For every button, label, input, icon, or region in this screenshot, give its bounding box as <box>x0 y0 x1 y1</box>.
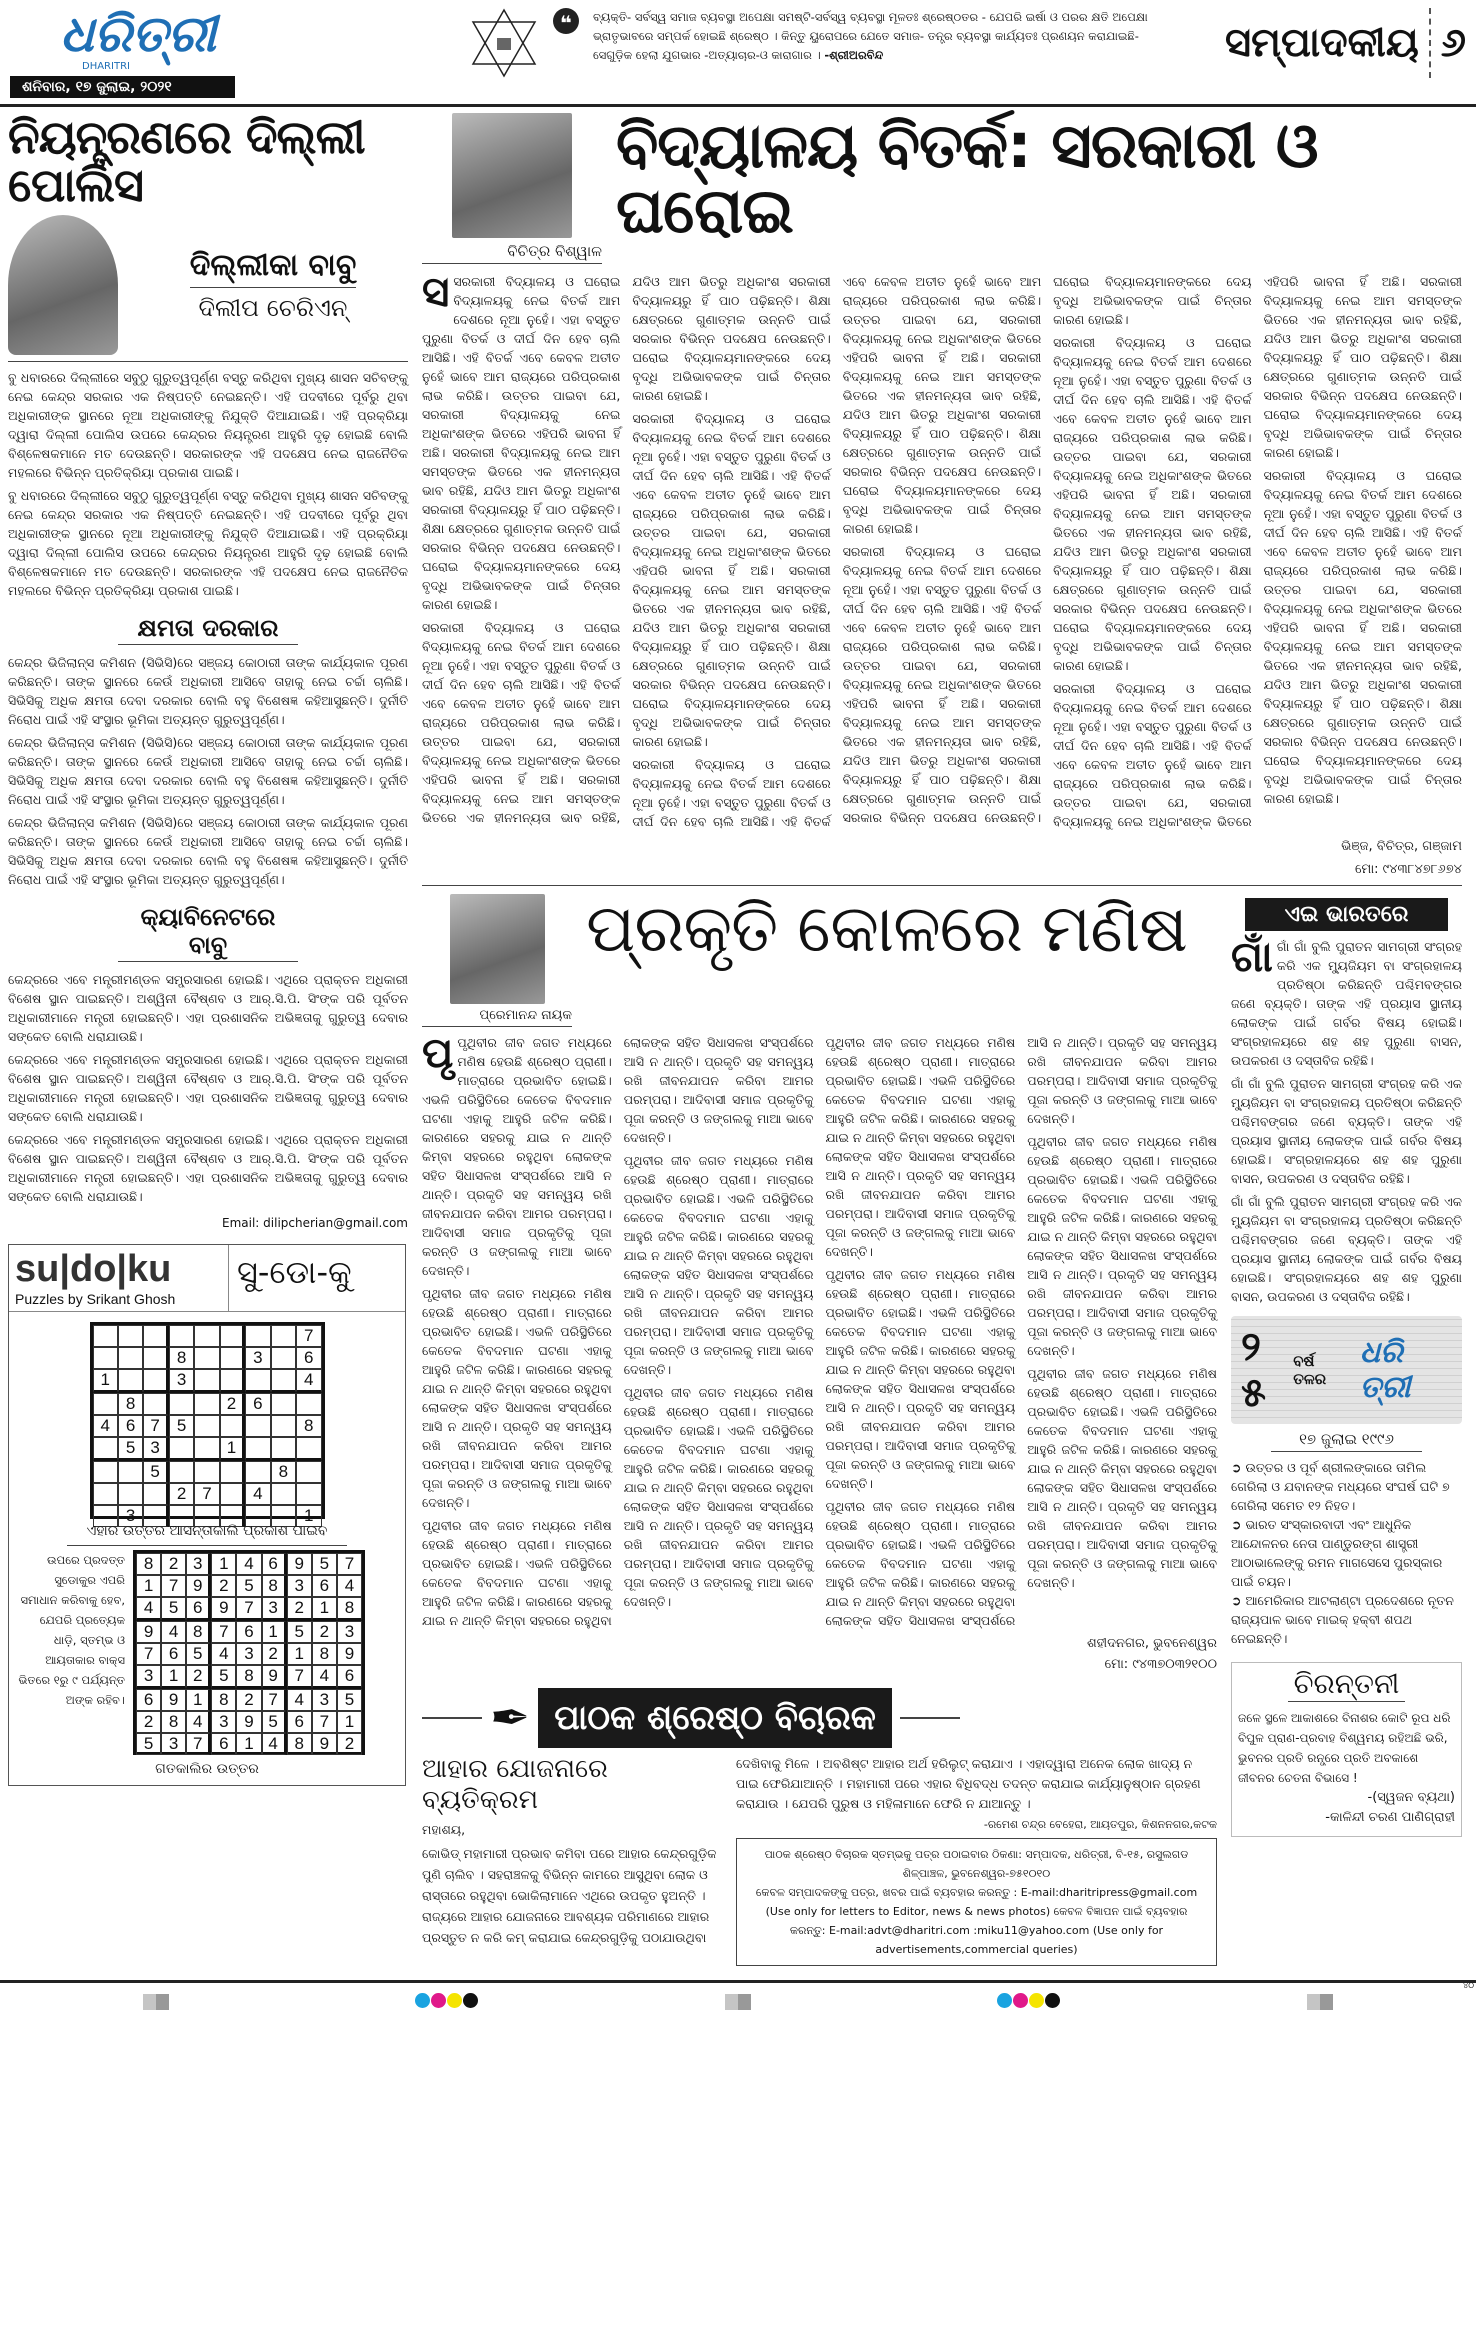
sudoku-cell: 8 <box>169 1347 194 1369</box>
sudoku-cell: 1 <box>211 1553 236 1575</box>
sudoku-cell: 5 <box>143 1461 168 1483</box>
sudoku-cell: 4 <box>312 1665 337 1689</box>
sudoku-cell <box>118 1347 143 1369</box>
sudoku-cell <box>245 1325 270 1347</box>
sudoku-cell <box>169 1437 194 1461</box>
sudoku-cell <box>194 1437 219 1461</box>
sudoku-cell: 6 <box>186 1597 211 1621</box>
sudoku-cell: 9 <box>236 1711 261 1733</box>
left-body-2: କେନ୍ଦ୍ର ଭିଜିଲାନ୍ସ କମିଶନ (ସିଭିସି)ରେ ସଞ୍ଜୟ କୋଠାରୀ ତାଙ୍କ କାର୍ଯ୍ୟକାଳ ପୂରଣ କରିଛନ୍ତି। ତାଙ୍କ ସ୍ଥାନରେ କେଉଁ ଅଧିକାରୀ ଆସିବେ ତାହାକୁ ନେଇ ଚର୍ଚ୍ଚା ଚାଲିଛି। ସିଭିସିକୁ ଅଧିକ କ୍ଷମତା ଦେବା ଦରକାର ବୋଲି ବହୁ ବିଶେଷଜ୍ଞ କହିଆସୁଛନ୍ତି। ଦୁର୍ନୀତି ନିରୋଧ ପାଇଁ ଏହି ସଂସ୍ଥାର ଭୂମିକା ଅତ୍ୟନ୍ତ ଗୁରୁତ୍ୱପୂର୍ଣ୍ଣ। କେନ୍ଦ୍ର ଭିଜିଲାନ୍ସ କମିଶନ (ସିଭିସି)ରେ ସଞ୍ଜୟ କୋଠାରୀ ତାଙ୍କ କାର୍ଯ୍ୟକାଳ ପୂରଣ କରିଛନ୍ତି। ତାଙ୍କ ସ୍ଥାନରେ କେଉଁ ଅଧିକାରୀ ଆସିବେ ତାହାକୁ ନେଇ ଚର୍ଚ୍ଚା ଚାଲିଛି। ସିଭିସିକୁ ଅଧିକ କ୍ଷମତା ଦେବା ଦରକାର ବୋଲି ବହୁ ବିଶେଷଜ୍ଞ କହିଆସୁଛନ୍ତି। ଦୁର୍ନୀତି ନିରୋଧ ପାଇଁ ଏହି ସଂସ୍ଥାର ଭୂମିକା ଅତ୍ୟନ୍ତ ଗୁରୁତ୍ୱପୂର୍ଣ୍ଣ। କେନ୍ଦ୍ର ଭିଜିଲାନ୍ସ କମିଶନ (ସିଭିସି)ରେ ସଞ୍ଜୟ କୋଠାରୀ ତାଙ୍କ କାର୍ଯ୍ୟକାଳ ପୂରଣ କରିଛନ୍ତି। ତାଙ୍କ ସ୍ଥାନରେ କେଉଁ ଅଧିକାରୀ ଆସିବେ ତାହାକୁ ନେଇ ଚର୍ଚ୍ଚା ଚାଲିଛି। ସିଭିସିକୁ ଅଧିକ କ୍ଷମତା ଦେବା ଦରକାର ବୋଲି ବହୁ ବିଶେଷଜ୍ଞ କହିଆସୁଛନ୍ତି। ଦୁର୍ନୀତି ନିରୋଧ ପାଇଁ ଏହି ସଂସ୍ଥାର ଭୂମିକା ଅତ୍ୟନ୍ତ ଗୁରୁତ୍ୱପୂର୍ଣ୍ଣ। <box>8 655 408 888</box>
letter-body-1: କୋଭିଡ୍ ମହାମାରୀ ପ୍ରଭାବ କମିବା ପରେ ଆହାର କେନ୍ଦ୍ରଗୁଡ଼ିକ ପୁଣି ଚାଲିବ । ସହରାଞ୍ଚଳକୁ ବିଭିନ୍ନ କାମରେ ଆସୁଥିବା ଲୋକ ଓ ରାସ୍ତାରେ ରହୁଥିବା ଭୋକିଲାମାନେ ଏଥିରେ ଉପକୃତ ହୁଅନ୍ତି । ରାଜ୍ୟରେ ଆହାର ଯୋଜନାରେ ଆବଶ୍ୟକ ପରିମାଣରେ ଆହାର ପ୍ରସ୍ତୁତ ନ କରି କମ୍ କରାଯାଇ କେନ୍ଦ୍ରଗୁଡ଼ିକୁ ପଠାଯାଉଥିବା <box>422 1845 717 1945</box>
sudoku-cell <box>118 1483 143 1505</box>
sudoku-cell <box>194 1415 219 1437</box>
sudoku-cell: 3 <box>211 1711 236 1733</box>
sudoku-cell <box>296 1437 321 1461</box>
sudoku-cell: 2 <box>312 1621 337 1643</box>
divider <box>1429 8 1431 78</box>
sudoku-cell: 1 <box>296 1505 321 1527</box>
sudoku-title: su|do|ku <box>15 1248 172 1291</box>
sudoku-cell: 3 <box>337 1621 362 1643</box>
archive-banner: ୨୫ ବର୍ଷ ତଳର ଧରିତ୍ରୀ <box>1231 1316 1462 1424</box>
sidebar-title: ଏଇ ଭାରତରେ <box>1245 898 1448 931</box>
sudoku-instructions: ଉପରେ ପ୍ରଦତ୍ତ ସୁଡୋକୁର ଏପରି ସମାଧାନ କରିବାକୁ ହେବ, ଯେପରି ପ୍ରତ୍ୟେକ ଧାଡ଼ି, ସ୍ତମ୍ଭ ଓ ଆୟତାକାର ବାକ୍ସ ଭିତରେ ୧ରୁ ୯ ପର୍ଯ୍ୟନ୍ତ ଅଙ୍କ ରହିବ। <box>18 1552 125 1707</box>
quote-icon: ❝ <box>553 8 579 34</box>
sudoku-cell: 7 <box>211 1621 236 1643</box>
letter-title: ଆହାର ଯୋଜନାରେ ବ୍ୟତିକ୍ରମ <box>422 1753 608 1815</box>
sudoku-cell <box>271 1369 296 1393</box>
sudoku-puzzle-grid <box>90 1322 325 1525</box>
sudoku-cell: 6 <box>161 1643 186 1665</box>
sudoku-cell <box>118 1325 143 1347</box>
cmyk-color-marks <box>997 1993 1061 2012</box>
sudoku-cell: 8 <box>161 1711 186 1733</box>
sudoku-cell: 2 <box>186 1665 211 1689</box>
sudoku-cell: 4 <box>262 1733 287 1755</box>
sidebar <box>1231 894 1462 1966</box>
sudoku-cell: 1 <box>312 1597 337 1621</box>
sudoku-cell: 5 <box>118 1437 143 1461</box>
sudoku-cell: 5 <box>211 1665 236 1689</box>
letter-salutation: ମହାଶୟ, <box>422 1821 466 1837</box>
sudoku-cell: 6 <box>296 1347 321 1369</box>
sudoku-cell: 6 <box>312 1575 337 1597</box>
sudoku-cell: 3 <box>312 1689 337 1711</box>
sudoku-cell <box>296 1461 321 1483</box>
sudoku-cell: 5 <box>169 1415 194 1437</box>
column-name: ଦିଲ୍ଲୀକା ବାବୁ <box>190 248 357 288</box>
sudoku-cell <box>143 1325 168 1347</box>
sudoku-cell: 6 <box>236 1621 261 1643</box>
letters-banner: ପାଠକ ଶ୍ରେଷ୍ଠ ବିଚାରକ <box>538 1688 892 1748</box>
sudoku-cell: 1 <box>161 1665 186 1689</box>
registration-mark <box>1307 1994 1333 2010</box>
sudoku-cell: 6 <box>262 1553 287 1575</box>
sudoku-cell: 8 <box>118 1393 143 1415</box>
sudoku-cell <box>194 1393 219 1415</box>
author-email: Email: dilipcherian@gmail.com <box>222 1216 408 1231</box>
sudoku-cell: 7 <box>287 1665 312 1689</box>
lead-phone: ମୋ: ୯୪୩୮୪୭୮୬୭୪ <box>1354 861 1462 877</box>
sudoku-cell <box>194 1461 219 1483</box>
sudoku-cell: 6 <box>245 1393 270 1415</box>
sudoku-cell: 2 <box>262 1643 287 1665</box>
issue-date: ଶନିବାର, ୧୭ ଜୁଲାଇ, ୨୦୨୧ <box>10 76 235 98</box>
sudoku-cell <box>271 1415 296 1437</box>
subhead-cabinet: କ୍ୟାବିନେଟରେ ବାବୁ <box>118 903 298 962</box>
sudoku-cell <box>143 1393 168 1415</box>
sudoku-cell: 4 <box>337 1575 362 1597</box>
sudoku-cell <box>296 1483 321 1505</box>
sudoku-cell: 7 <box>186 1733 211 1755</box>
sudoku-cell: 7 <box>296 1325 321 1347</box>
sudoku-cell: 9 <box>312 1733 337 1755</box>
sudoku-cell: 3 <box>236 1643 261 1665</box>
sudoku-cell: 5 <box>161 1597 186 1621</box>
sudoku-cell: 5 <box>136 1733 161 1755</box>
author-name: ଦିଲୀପ ଚେରିଏନ୍ <box>198 294 348 323</box>
sudoku-cell <box>118 1369 143 1393</box>
sudoku-cell: 7 <box>136 1643 161 1665</box>
sudoku-cell: 8 <box>211 1689 236 1711</box>
sudoku-cell: 2 <box>169 1483 194 1505</box>
lead-headline: ବିଦ୍ୟାଳୟ ବିତର୍କ: ସରକାରୀ ଓ ଘରୋଇ <box>616 108 1318 247</box>
sudoku-cell <box>93 1325 118 1347</box>
sudoku-cell <box>220 1369 245 1393</box>
sudoku-cell: 7 <box>236 1597 261 1621</box>
sudoku-cell: 6 <box>211 1733 236 1755</box>
sudoku-cell: 2 <box>211 1575 236 1597</box>
sudoku-cell: 9 <box>186 1575 211 1597</box>
pen-nib-icon: ✒ <box>490 1689 531 1746</box>
sudoku-cell <box>143 1369 168 1393</box>
sudoku-cell: 4 <box>245 1483 270 1505</box>
sudoku-cell: 1 <box>93 1369 118 1393</box>
sudoku-cell: 1 <box>287 1643 312 1665</box>
sudoku-cell: 8 <box>312 1643 337 1665</box>
dharitri-logo: ଧରିତ୍ରୀ <box>60 5 217 63</box>
sudoku-cell: 4 <box>211 1643 236 1665</box>
lead-author: ବିଚିତ୍ର ବିଶ୍ୱାଳ <box>422 242 602 264</box>
sudoku-cell <box>93 1437 118 1461</box>
sudoku-cell: 7 <box>262 1689 287 1711</box>
sudoku-cell: 5 <box>236 1575 261 1597</box>
sudoku-cell: 5 <box>262 1711 287 1733</box>
author-photo <box>8 215 118 355</box>
poem-poet: -କାଳିନ୍ଦୀ ଚରଣ ପାଣିଗ୍ରାହୀ <box>1325 1809 1455 1825</box>
left-body-3: କେନ୍ଦ୍ରରେ ଏବେ ମନ୍ତ୍ରୀମଣ୍ଡଳ ସମ୍ପ୍ରସାରଣ ହୋଇଛି। ଏଥିରେ ପ୍ରାକ୍ତନ ଅଧିକାରୀ ବିଶେଷ ସ୍ଥାନ ପାଇଛନ୍ତି। ଅଶ୍ୱିନୀ ବୈଷ୍ଣବ ଓ ଆର୍.ସି.ପି. ସିଂଙ୍କ ପରି ପୂର୍ବତନ ଅଧିକାରୀମାନେ ମନ୍ତ୍ରୀ ହୋଇଛନ୍ତି। ଏହା ପ୍ରଶାସନିକ ଅଭିଜ୍ଞତାକୁ ଗୁରୁତ୍ୱ ଦେବାର ସଙ୍କେତ ବୋଲି ଧରାଯାଉଛି। କେନ୍ଦ୍ରରେ ଏବେ ମନ୍ତ୍ରୀମଣ୍ଡଳ ସମ୍ପ୍ରସାରଣ ହୋଇଛି। ଏଥିରେ ପ୍ରାକ୍ତନ ଅଧିକାରୀ ବିଶେଷ ସ୍ଥାନ ପାଇଛନ୍ତି। ଅଶ୍ୱିନୀ ବୈଷ୍ଣବ ଓ ଆର୍.ସି.ପି. ସିଂଙ୍କ ପରି ପୂର୍ବତନ ଅଧିକାରୀମାନେ ମନ୍ତ୍ରୀ ହୋଇଛନ୍ତି। ଏହା ପ୍ରଶାସନିକ ଅଭିଜ୍ଞତାକୁ ଗୁରୁତ୍ୱ ଦେବାର ସଙ୍କେତ ବୋଲି ଧରାଯାଉଛି। କେନ୍ଦ୍ରରେ ଏବେ ମନ୍ତ୍ରୀମଣ୍ଡଳ ସମ୍ପ୍ରସାରଣ ହୋଇଛି। ଏଥିରେ ପ୍ରାକ୍ତନ ଅଧିକାରୀ ବିଶେଷ ସ୍ଥାନ ପାଇଛନ୍ତି। ଅଶ୍ୱିନୀ ବୈଷ୍ଣବ ଓ ଆର୍.ସି.ପି. ସିଂଙ୍କ ପରି ପୂର୍ବତନ ଅଧିକାରୀମାନେ ମନ୍ତ୍ରୀ ହୋଇଛନ୍ତି। ଏହା ପ୍ରଶାସନିକ ଅଭିଜ୍ଞତାକୁ ଗୁରୁତ୍ୱ ଦେବାର ସଙ୍କେତ ବୋଲି ଧରାଯାଉଛି। <box>8 972 408 1205</box>
masthead <box>0 0 1476 107</box>
sudoku-cell: 3 <box>143 1437 168 1461</box>
sudoku-cell: 9 <box>161 1689 186 1711</box>
sudoku-cell: 4 <box>93 1415 118 1437</box>
page-number: ୬ <box>1440 20 1466 66</box>
footer <box>0 1980 1476 2020</box>
sudoku-cell: 2 <box>337 1733 362 1755</box>
sudoku-cell: 1 <box>262 1621 287 1643</box>
sudoku-cell <box>271 1437 296 1461</box>
sudoku-cell <box>194 1369 219 1393</box>
sudoku-cell: 8 <box>287 1733 312 1755</box>
archive-item: ➲ ଭାରତ ସଂସ୍କାରବାଦୀ ଏବଂ ଆଧୁନିକ ଆନ୍ଦୋଳନର ନେତା ପାଣ୍ଡୁରଙ୍ଗ ଶାସ୍ତ୍ରୀ ଆଠାଭାଲେଙ୍କୁ ରମନ ମାଗସେସେ ପୁରସ୍କାର ପାଇଁ ଚୟନ। <box>1231 1516 1443 1589</box>
sudoku-cell: 4 <box>161 1621 186 1643</box>
second-headline: ପ୍ରକୃତି କୋଳରେ ମଣିଷ <box>586 889 1187 967</box>
sudoku-cell: 1 <box>220 1437 245 1461</box>
sudoku-cell: 5 <box>287 1621 312 1643</box>
solution-label: ଗତକାଲିର ଉତ୍ତର <box>155 1760 259 1777</box>
sudoku-cell: 6 <box>118 1415 143 1437</box>
sudoku-cell: 4 <box>186 1711 211 1733</box>
sudoku-cell <box>118 1461 143 1483</box>
letter-body-2: ଦେଖିବାକୁ ମିଳେ । ଅବଶିଷ୍ଟ ଆହାର ଅର୍ଥ ହରିଲୁଟ୍ କରାଯାଏ । ଏହାଦ୍ୱାରା ଅନେକ ଲୋକ ଖାଦ୍ୟ ନ ପାଇ ଫେରିଯାଆନ୍ତି । ମହାମାରୀ ପରେ ଏହାର ବିଧିବଦ୍ଧ ତଦନ୍ତ କରାଯାଇ କାର୍ଯ୍ୟାନୁଷ୍ଠାନ ଗ୍ରହଣ କରାଯାଉ । ଯେପରି ପୁରୁଷ ଓ ମହିଳାମାନେ ଫେରି ନ ଯାଆନ୍ତୁ । <box>736 1755 1201 1811</box>
archive-item: ➲ ଉତ୍ତର ଓ ପୂର୍ବ ଶ୍ରୀଲଙ୍କାରେ ତାମିଲ ଗେରିଲା ଓ ଯବାନଙ୍କ ମଧ୍ୟରେ ସଂଘର୍ଷ ଘଟି ୭ ଗେରିଲା ସମେତ ୧୨ ନିହତ। <box>1231 1459 1450 1513</box>
sudoku-cell: 4 <box>296 1369 321 1393</box>
sudoku-cell: 4 <box>136 1597 161 1621</box>
registration-mark <box>143 1994 169 2010</box>
sudoku-cell <box>169 1393 194 1415</box>
letters-address-box: ପାଠକ ଶ୍ରେଷ୍ଠ ବିଚାରକ ସ୍ତମ୍ଭକୁ ପତ୍ର ପଠାଇବାର ଠିକଣା: ସମ୍ପାଦକ, ଧରିତ୍ରୀ, ବି-୧୫, ରସୁଲଗଡ ଶିଳ୍ପାଞ୍ଚଳ, ଭୁବନେଶ୍ୱର-୭୫୧୦୧୦ କେବଳ ସମ୍ପାଦକଙ୍କୁ ପତ୍ର, ଖବର ପାଇଁ ବ୍ୟବହାର କରନ୍ତୁ : E-mail:dharitripress@gmail.com (Use only for letters to Editor, news & news photos) କେବଳ ବିଜ୍ଞାପନ ପାଇଁ ବ୍ୟବହାର କରନ୍ତୁ: E-mail:advt@dharitri.com :miku11@yahoo.com (Use only for advertisements,commercial queries) <box>736 1838 1217 1966</box>
sudoku-cell: 7 <box>312 1711 337 1733</box>
sudoku-cell: 9 <box>287 1553 312 1575</box>
sudoku-cell <box>271 1347 296 1369</box>
sudoku-cell <box>220 1347 245 1369</box>
poem-title: ଚିରନ୍ତନୀ <box>1288 1667 1405 1702</box>
sudoku-cell: 2 <box>136 1711 161 1733</box>
author-photo <box>450 894 545 1004</box>
sudoku-cell <box>271 1483 296 1505</box>
sudoku-credit: Puzzles by Srikant Ghosh <box>15 1290 176 1307</box>
sudoku-cell: 2 <box>220 1393 245 1415</box>
sudoku-cell <box>93 1347 118 1369</box>
sudoku-cell: 1 <box>337 1711 362 1733</box>
sudoku-cell <box>143 1483 168 1505</box>
sudoku-cell <box>143 1347 168 1369</box>
sudoku-panel <box>8 1244 406 1786</box>
sudoku-cell <box>93 1461 118 1483</box>
sudoku-cell: 5 <box>312 1553 337 1575</box>
poem-box <box>1231 1662 1462 1837</box>
sudoku-cell: 9 <box>337 1643 362 1665</box>
masthead-quote: ବ୍ୟକ୍ତି- ସର୍ବସ୍ୱ ସମାଜ ବ୍ୟବସ୍ଥା ଅପେକ୍ଷା ସମଷ୍ଟି-ସର୍ବସ୍ୱ ବ୍ୟବସ୍ଥା ମୂଳତଃ ଶ୍ରେଷ୍ଠତର - ଯେପରି ଇର୍ଷା ଓ ପରର କ୍ଷତି ଅପେକ୍ଷା ଭ୍ରାତୃଭାବରେ ସମ୍ପର୍କ ହୋଇଛି ଶ୍ରେଷ୍ଠ । କିନ୍ତୁ ୟୁରୋପରେ ଯେତେ ସମାଜ- ତନ୍ତ୍ର ବ୍ୟବସ୍ଥା କାର୍ଯ୍ୟତଃ ପ୍ରଣୟନ କରାଯାଇଛି- ସେଗୁଡ଼ିକ ହେଲା ଯୁଗଭାର -ଅତ୍ୟାଚାର-ଓ କାରାଗାର । -ଶ୍ରୀଅରବିନ୍ଦ <box>593 10 1148 62</box>
lead-signoff: ଭିଞ୍ଜ, ବିଚିତ୍ର, ଗଞ୍ଜାମ <box>1341 838 1462 854</box>
subhead-kshamata: କ୍ଷମତା ଦରକାର <box>118 614 298 645</box>
sudoku-cell: 7 <box>337 1553 362 1575</box>
sudoku-cell: 8 <box>296 1415 321 1437</box>
sudoku-cell: 1 <box>136 1575 161 1597</box>
archive-item: ➲ ଆମେରିକାର ଆଟଲାଣ୍ଟା ପ୍ରଦେଶରେ ନୂତନ ରାଜ୍ୟପାଳ ଭାବେ ମାଇକ୍ ହକ୍‌ବୀ ଶପଥ ନେଇଛନ୍ତି। <box>1231 1592 1454 1646</box>
left-headline: ନିୟନ୍ତ୍ରଣରେ ଦିଲ୍ଲୀ ପୋଲିସ <box>8 109 365 212</box>
sudoku-cell: 6 <box>287 1711 312 1733</box>
sudoku-cell: 1 <box>186 1689 211 1711</box>
sudoku-cell <box>194 1347 219 1369</box>
sudoku-cell <box>296 1393 321 1415</box>
sudoku-cell <box>245 1461 270 1483</box>
sudoku-cell: 3 <box>169 1369 194 1393</box>
sudoku-solution-grid <box>133 1550 365 1755</box>
sudoku-cell: 4 <box>236 1553 261 1575</box>
sudoku-cell: 9 <box>136 1621 161 1643</box>
sudoku-cell: 7 <box>194 1483 219 1505</box>
sudoku-cell: 8 <box>262 1575 287 1597</box>
registration-mark <box>725 1994 751 2010</box>
sudoku-cell: 7 <box>143 1415 168 1437</box>
star-emblem-icon <box>469 8 539 78</box>
puzzle-note: ଏହାର ଉତ୍ତର ଆସନ୍ତାକାଲି ପ୍ରକାଶ ପାଇବ <box>67 1519 348 1546</box>
cmyk-color-marks <box>415 1993 479 2012</box>
sudoku-cell <box>271 1325 296 1347</box>
archive-date: ୧୭ ଜୁଲାଇ ୧୯୯୬ <box>1271 1430 1422 1452</box>
sudoku-cell: 8 <box>186 1621 211 1643</box>
sudoku-cell <box>245 1369 270 1393</box>
poem-source: -(ସ୍ୱଜନ ବ୍ୟଥା) <box>1367 1789 1455 1805</box>
sudoku-cell: 2 <box>236 1689 261 1711</box>
sudoku-cell <box>194 1325 219 1347</box>
sudoku-cell <box>169 1325 194 1347</box>
second-author: ପ୍ରେମାନନ୍ଦ ନାୟକ <box>422 1008 572 1027</box>
author-photo <box>452 113 572 238</box>
archive-list <box>1231 1458 1462 1648</box>
sudoku-cell: 8 <box>337 1597 362 1621</box>
sudoku-title-odia: ସୁ-ଡୋ-କୁ <box>237 1253 352 1292</box>
sudoku-cell: 4 <box>287 1689 312 1711</box>
poem-lines: ଜଳେ ସ୍ଥଳେ ଆକାଶରେ ବିନାଶର କୋଟି ରୂପ ଧରି ବିପୁଳ ପ୍ରାଣ-ପ୍ରବାହ ବିଶ୍ୱମୟ ରହିଅଛି ଭରି, ଭୁବନର ପ୍ରତି ରନ୍ଧ୍ରେ ପ୍ରତି ଅବକାଶେ ଜୀବନର ଚେତନା ବିଭାସେ ! -(ସ୍ୱଜନ ବ୍ୟଥା) -କାଳିନ୍ଦୀ ଚରଣ ପାଣିଗ୍ରାହୀ <box>1238 1708 1455 1828</box>
sudoku-cell <box>220 1415 245 1437</box>
sudoku-cell <box>93 1483 118 1505</box>
sudoku-cell: 9 <box>211 1597 236 1621</box>
sudoku-cell: 3 <box>262 1597 287 1621</box>
sudoku-cell: 2 <box>287 1597 312 1621</box>
sudoku-cell <box>93 1393 118 1415</box>
sudoku-cell: 3 <box>118 1505 143 1527</box>
sudoku-cell <box>245 1437 270 1461</box>
sudoku-cell: 3 <box>186 1553 211 1575</box>
sudoku-cell <box>245 1415 270 1437</box>
sudoku-cell: 3 <box>136 1665 161 1689</box>
page-code: ୪୦ <box>1463 1980 1474 1990</box>
sudoku-cell: 6 <box>337 1665 362 1689</box>
sudoku-cell: 2 <box>161 1553 186 1575</box>
second-phone: ମୋ: ୯୪୩୭୦୩୨୧୦୦ <box>1104 1656 1217 1672</box>
left-column <box>8 109 408 1966</box>
lead-body: ସସରକାରୀ ବିଦ୍ୟାଳୟ ଓ ଘରୋଇ ବିଦ୍ୟାଳୟକୁ ନେଇ ବିତର୍କ ଆମ ଦେଶରେ ନୂଆ ନୁହେଁ। ଏହା ବସ୍ତୁତ ପୁରୁଣା ବିତର୍କ ଓ ଦୀର୍ଘ ଦିନ ହେବ ଚାଲି ଆସିଛି। ଏହି ବିତର୍କ ଏବେ କେବଳ ଅତୀତ ନୁହେଁ ଭାବେ ଆମ ରାଜ୍ୟରେ ପରିପ୍ରକାଶ ଲାଭ କରିଛି। ଉତ୍ତର ପାଇବା ଯେ, ସରକାରୀ ବିଦ୍ୟାଳୟକୁ ନେଇ ଅଧିକାଂଶଙ୍କ ଭିତରେ ଏହିପରି ଭାବନା ହିଁ ଅଛି। ସରକାରୀ ବିଦ୍ୟାଳୟକୁ ନେଇ ଆମ ସମସ୍ତଙ୍କ ଭିତରେ ଏକ ହୀନମନ୍ୟତା ଭାବ ରହିଛି, ଯଦିଓ ଆମ ଭିତରୁ ଅଧିକାଂଶ ସରକାରୀ ବିଦ୍ୟାଳୟରୁ ହିଁ ପାଠ ପଢ଼ିଛନ୍ତି। ଶିକ୍ଷା କ୍ଷେତ୍ରରେ ଗୁଣାତ୍ମକ ଉନ୍ନତି ପାଇଁ ସରକାର ବିଭିନ୍ନ ପଦକ୍ଷେପ ନେଉଛନ୍ତି। ଘରୋଇ ବିଦ୍ୟାଳୟମାନଙ୍କରେ ଦେୟ ବୃଦ୍ଧି ଅଭିଭାବକଙ୍କ ପାଇଁ ଚିନ୍ତାର କାରଣ ହୋଇଛି। ସରକାରୀ ବିଦ୍ୟାଳୟ ଓ ଘରୋଇ ବିଦ୍ୟାଳୟକୁ ନେଇ ବିତର୍କ ଆମ ଦେଶରେ ନୂଆ ନୁହେଁ। ଏହା ବସ୍ତୁତ ପୁରୁଣା ବିତର୍କ ଓ ଦୀର୍ଘ ଦିନ ହେବ ଚାଲି ଆସିଛି। ଏହି ବିତର୍କ ଏବେ କେବଳ ଅତୀତ ନୁହେଁ ଭାବେ ଆମ ରାଜ୍ୟରେ ପରିପ୍ରକାଶ ଲାଭ କରିଛି। ଉତ୍ତର ପାଇବା ଯେ, ସରକାରୀ ବିଦ୍ୟାଳୟକୁ ନେଇ ଅଧିକାଂଶଙ୍କ ଭିତରେ ଏହିପରି ଭାବନା ହିଁ ଅଛି। ସରକାରୀ ବିଦ୍ୟାଳୟକୁ ନେଇ ଆମ ସମସ୍ତଙ୍କ ଭିତରେ ଏକ ହୀନମନ୍ୟତା ଭାବ ରହିଛି, ଯଦିଓ ଆମ ଭିତରୁ ଅଧିକାଂଶ ସରକାରୀ ବିଦ୍ୟାଳୟରୁ ହିଁ ପାଠ ପଢ଼ିଛନ୍ତି। ଶିକ୍ଷା କ୍ଷେତ୍ରରେ ଗୁଣାତ୍ମକ ଉନ୍ନତି ପାଇଁ ସରକାର ବିଭିନ୍ନ ପଦକ୍ଷେପ ନେଉଛନ୍ତି। ଘରୋଇ ବିଦ୍ୟାଳୟମାନଙ୍କରେ ଦେୟ ବୃଦ୍ଧି ଅଭିଭାବକଙ୍କ ପାଇଁ ଚିନ୍ତାର କାରଣ ହୋଇଛି। ସରକାରୀ ବିଦ୍ୟାଳୟ ଓ ଘରୋଇ ବିଦ୍ୟାଳୟକୁ ନେଇ ବିତର୍କ ଆମ ଦେଶରେ ନୂଆ ନୁହେଁ। ଏହା ବସ୍ତୁତ ପୁରୁଣା ବିତର୍କ ଓ ଦୀର୍ଘ ଦିନ ହେବ ଚାଲି ଆସିଛି। ଏହି ବିତର୍କ ଏବେ କେବଳ ଅତୀତ ନୁହେଁ ଭାବେ ଆମ ରାଜ୍ୟରେ ପରିପ୍ରକାଶ ଲାଭ କରିଛି। ଉତ୍ତର ପାଇବା ଯେ, ସରକାରୀ ବିଦ୍ୟାଳୟକୁ ନେଇ ଅଧିକାଂଶଙ୍କ ଭିତରେ ଏହିପରି ଭାବନା ହିଁ ଅଛି। ସରକାରୀ ବିଦ୍ୟାଳୟକୁ ନେଇ ଆମ ସମସ୍ତଙ୍କ ଭିତରେ ଏକ ହୀନମନ୍ୟତା ଭାବ ରହିଛି, ଯଦିଓ ଆମ ଭିତରୁ ଅଧିକାଂଶ ସରକାରୀ ବିଦ୍ୟାଳୟରୁ ହିଁ ପାଠ ପଢ଼ିଛନ୍ତି। ଶିକ୍ଷା କ୍ଷେତ୍ରରେ ଗୁଣାତ୍ମକ ଉନ୍ନତି ପାଇଁ ସରକାର ବିଭିନ୍ନ ପଦକ୍ଷେପ ନେଉଛନ୍ତି। ଘରୋଇ ବିଦ୍ୟାଳୟମାନଙ୍କରେ ଦେୟ ବୃଦ୍ଧି ଅଭିଭାବକଙ୍କ ପାଇଁ ଚିନ୍ତାର କାରଣ ହୋଇଛି। ସରକାରୀ ବିଦ୍ୟାଳୟ ଓ ଘରୋଇ ବିଦ୍ୟାଳୟକୁ ନେଇ ବିତର୍କ ଆମ ଦେଶରେ ନୂଆ ନୁହେଁ। ଏହା ବସ୍ତୁତ ପୁରୁଣା ବିତର୍କ ଓ ଦୀର୍ଘ ଦିନ ହେବ ଚାଲି ଆସିଛି। ଏହି ବିତର୍କ ଏବେ କେବଳ ଅତୀତ ନୁହେଁ ଭାବେ ଆମ ରାଜ୍ୟରେ ପରିପ୍ରକାଶ ଲାଭ କରିଛି। ଉତ୍ତର ପାଇବା ଯେ, ସରକାରୀ ବିଦ୍ୟାଳୟକୁ ନେଇ ଅଧିକାଂଶଙ୍କ ଭିତରେ ଏହିପରି ଭାବନା ହିଁ ଅଛି। ସରକାରୀ ବିଦ୍ୟାଳୟକୁ ନେଇ ଆମ ସମସ୍ତଙ୍କ ଭିତରେ ଏକ ହୀନମନ୍ୟତା ଭାବ ରହିଛି, ଯଦିଓ ଆମ ଭିତରୁ ଅଧିକାଂଶ ସରକାରୀ ବିଦ୍ୟାଳୟରୁ ହିଁ ପାଠ ପଢ଼ିଛନ୍ତି। ଶିକ୍ଷା କ୍ଷେତ୍ରରେ ଗୁଣାତ୍ମକ ଉନ୍ନତି ପାଇଁ ସରକାର ବିଭିନ୍ନ ପଦକ୍ଷେପ ନେଉଛନ୍ତି। ଘରୋଇ ବିଦ୍ୟାଳୟମାନଙ୍କରେ ଦେୟ ବୃଦ୍ଧି ଅଭିଭାବକଙ୍କ ପାଇଁ ଚିନ୍ତାର କାରଣ ହୋଇଛି। ସରକାରୀ ବିଦ୍ୟାଳୟ ଓ ଘରୋଇ ବିଦ୍ୟାଳୟକୁ ନେଇ ବିତର୍କ ଆମ ଦେଶରେ ନୂଆ ନୁହେଁ। ଏହା ବସ୍ତୁତ ପୁରୁଣା ବିତର୍କ ଓ ଦୀର୍ଘ ଦିନ ହେବ ଚାଲି ଆସିଛି। ଏହି ବିତର୍କ ଏବେ କେବଳ ଅତୀତ ନୁହେଁ ଭାବେ ଆମ ରାଜ୍ୟରେ ପରିପ୍ରକାଶ ଲାଭ କରିଛି। ଉତ୍ତର ପାଇବା ଯେ, ସରକାରୀ ବିଦ୍ୟାଳୟକୁ ନେଇ ଅଧିକାଂଶଙ୍କ ଭିତରେ ଏହିପରି ଭାବନା ହିଁ ଅଛି। ସରକାରୀ ବିଦ୍ୟାଳୟକୁ ନେଇ ଆମ ସମସ୍ତଙ୍କ ଭିତରେ ଏକ ହୀନମନ୍ୟତା ଭାବ ରହିଛି, ଯଦିଓ ଆମ ଭିତରୁ ଅଧିକାଂଶ ସରକାରୀ ବିଦ୍ୟାଳୟରୁ ହିଁ ପାଠ ପଢ଼ିଛନ୍ତି। ଶିକ୍ଷା କ୍ଷେତ୍ରରେ ଗୁଣାତ୍ମକ ଉନ୍ନତି ପାଇଁ ସରକାର ବିଭିନ୍ନ ପଦକ୍ଷେପ ନେଉଛନ୍ତି। ଘରୋଇ ବିଦ୍ୟାଳୟମାନଙ୍କରେ ଦେୟ ବୃଦ୍ଧି ଅଭିଭାବକଙ୍କ ପାଇଁ ଚିନ୍ତାର କାରଣ ହୋଇଛି। ସରକାରୀ ବିଦ୍ୟାଳୟ ଓ ଘରୋଇ ବିଦ୍ୟାଳୟକୁ ନେଇ ବିତର୍କ ଆମ ଦେଶରେ ନୂଆ ନୁହେଁ। ଏହା ବସ୍ତୁତ ପୁରୁଣା ବିତର୍କ ଓ ଦୀର୍ଘ ଦିନ ହେବ ଚାଲି ଆସିଛି। ଏହି ବିତର୍କ ଏବେ କେବଳ ଅତୀତ ନୁହେଁ ଭାବେ ଆମ ରାଜ୍ୟରେ ପରିପ୍ରକାଶ ଲାଭ କରିଛି। ଉତ୍ତର ପାଇବା ଯେ, ସରକାରୀ ବିଦ୍ୟାଳୟକୁ ନେଇ ଅଧିକାଂଶଙ୍କ ଭିତରେ ଏହିପରି ଭାବନା ହିଁ ଅଛି। ସରକାରୀ ବିଦ୍ୟାଳୟକୁ ନେଇ ଆମ ସମସ୍ତଙ୍କ ଭିତରେ ଏକ ହୀନମନ୍ୟତା ଭାବ ରହିଛି, ଯଦିଓ ଆମ ଭିତରୁ ଅଧିକାଂଶ ସରକାରୀ ବିଦ୍ୟାଳୟରୁ ହିଁ ପାଠ ପଢ଼ିଛନ୍ତି। ଶିକ୍ଷା କ୍ଷେତ୍ରରେ ଗୁଣାତ୍ମକ ଉନ୍ନତି ପାଇଁ ସରକାର ବିଭିନ୍ନ ପଦକ୍ଷେପ ନେଉଛନ୍ତି। ଘରୋଇ ବିଦ୍ୟାଳୟମାନଙ୍କରେ ଦେୟ ବୃଦ୍ଧି ଅଭିଭାବକଙ୍କ ପାଇଁ ଚିନ୍ତାର କାରଣ ହୋଇଛି। ସରକାରୀ ବିଦ୍ୟାଳୟ ଓ ଘରୋଇ ବିଦ୍ୟାଳୟକୁ ନେଇ ବିତର୍କ ଆମ ଦେଶରେ ନୂଆ ନୁହେଁ। ଏହା ବସ୍ତୁତ ପୁରୁଣା ବିତର୍କ ଓ ଦୀର୍ଘ ଦିନ ହେବ ଚାଲି ଆସିଛି। ଏହି ବିତର୍କ ଏବେ କେବଳ ଅତୀତ ନୁହେଁ ଭାବେ ଆମ ରାଜ୍ୟରେ ପରିପ୍ରକାଶ ଲାଭ କରିଛି। ଉତ୍ତର ପାଇବା ଯେ, ସରକାରୀ ବିଦ୍ୟାଳୟକୁ ନେଇ ଅଧିକାଂଶଙ୍କ ଭିତରେ ଏହିପରି ଭାବନା ହିଁ ଅଛି। ସରକାରୀ ବିଦ୍ୟାଳୟକୁ ନେଇ ଆମ ସମସ୍ତଙ୍କ ଭିତରେ ଏକ ହୀନମନ୍ୟତା ଭାବ ରହିଛି, ଯଦିଓ ଆମ ଭିତରୁ ଅଧିକାଂଶ ସରକାରୀ ବିଦ୍ୟାଳୟରୁ ହିଁ ପାଠ ପଢ଼ିଛନ୍ତି। ଶିକ୍ଷା କ୍ଷେତ୍ରରେ ଗୁଣାତ୍ମକ ଉନ୍ନତି ପାଇଁ ସରକାର ବିଭିନ୍ନ ପଦକ୍ଷେପ ନେଉଛନ୍ତି। ଘରୋଇ ବିଦ୍ୟାଳୟମାନଙ୍କରେ ଦେୟ ବୃଦ୍ଧି ଅଭିଭାବକଙ୍କ ପାଇଁ ଚିନ୍ତାର କାରଣ ହୋଇଛି। ସରକାରୀ ବିଦ୍ୟାଳୟ ଓ ଘରୋଇ ବିଦ୍ୟାଳୟକୁ ନେଇ ବିତର୍କ ଆମ ଦେଶରେ ନୂଆ ନୁହେଁ। ଏହା ବସ୍ତୁତ ପୁରୁଣା ବିତର୍କ ଓ ଦୀର୍ଘ ଦିନ ହେବ ଚାଲି ଆସିଛି। ଏହି ବିତର୍କ ଏବେ କେବଳ ଅତୀତ ନୁହେଁ ଭାବେ ଆମ ରାଜ୍ୟରେ ପରିପ୍ରକାଶ ଲାଭ କରିଛି। ଉତ୍ତର ପାଇବା ଯେ, ସରକାରୀ ବିଦ୍ୟାଳୟକୁ ନେଇ ଅଧିକାଂଶଙ୍କ ଭିତରେ ଏହିପରି ଭାବନା ହିଁ ଅଛି। ସରକାରୀ ବିଦ୍ୟାଳୟକୁ ନେଇ ଆମ ସମସ୍ତଙ୍କ ଭିତରେ ଏକ ହୀନମନ୍ୟତା ଭାବ ରହିଛି, ଯଦିଓ ଆମ ଭିତରୁ ଅଧିକାଂଶ ସରକାରୀ ବିଦ୍ୟାଳୟରୁ ହିଁ ପାଠ ପଢ଼ିଛନ୍ତି। ଶିକ୍ଷା କ୍ଷେତ୍ରରେ ଗୁଣାତ୍ମକ ଉନ୍ନତି ପାଇଁ ସରକାର ବିଭିନ୍ନ ପଦକ୍ଷେପ ନେଉଛନ୍ତି। ଘରୋଇ ବିଦ୍ୟାଳୟମାନଙ୍କରେ ଦେୟ ବୃଦ୍ଧି ଅଭିଭାବକଙ୍କ ପାଇଁ ଚିନ୍ତାର କାରଣ ହୋଇଛି। <box>422 266 1462 829</box>
sudoku-cell <box>220 1483 245 1505</box>
sudoku-cell: 3 <box>287 1575 312 1597</box>
sudoku-cell <box>220 1325 245 1347</box>
sudoku-cell: 8 <box>136 1553 161 1575</box>
letter-signoff: -ରମେଶ ଚନ୍ଦ୍ର ବେହେରା, ଆୟତପୁର, କିଶନନଗର,କଟକ <box>983 1817 1217 1831</box>
sudoku-cell <box>169 1461 194 1483</box>
sudoku-cell: 5 <box>186 1643 211 1665</box>
sudoku-cell: 7 <box>161 1575 186 1597</box>
sudoku-cell: 9 <box>262 1665 287 1689</box>
sudoku-cell <box>271 1393 296 1415</box>
sidebar-body: ଗାଁଗାଁ ଗାଁ ବୁଲି ପୁରାତନ ସାମଗ୍ରୀ ସଂଗ୍ରହ କରି ଏକ ମ୍ୟୁଜିୟମ ବା ସଂଗ୍ରହାଳୟ ପ୍ରତିଷ୍ଠା କରିଛନ୍ତି ପଶ୍ଚିମବଙ୍ଗର ଜଣେ ବ୍ୟକ୍ତି। ତାଙ୍କ ଏହି ପ୍ରୟାସ ସ୍ଥାନୀୟ ଲୋକଙ୍କ ପାଇଁ ଗର୍ବର ବିଷୟ ହୋଇଛି। ସଂଗ୍ରହାଳୟରେ ଶହ ଶହ ପୁରୁଣା ବାସନ, ଉପକରଣ ଓ ଦସ୍ତାବିଜ ରହିଛି। ଗାଁ ଗାଁ ବୁଲି ପୁରାତନ ସାମଗ୍ରୀ ସଂଗ୍ରହ କରି ଏକ ମ୍ୟୁଜିୟମ ବା ସଂଗ୍ରହାଳୟ ପ୍ରତିଷ୍ଠା କରିଛନ୍ତି ପଶ୍ଚିମବଙ୍ଗର ଜଣେ ବ୍ୟକ୍ତି। ତାଙ୍କ ଏହି ପ୍ରୟାସ ସ୍ଥାନୀୟ ଲୋକଙ୍କ ପାଇଁ ଗର୍ବର ବିଷୟ ହୋଇଛି। ସଂଗ୍ରହାଳୟରେ ଶହ ଶହ ପୁରୁଣା ବାସନ, ଉପକରଣ ଓ ଦସ୍ତାବିଜ ରହିଛି। ଗାଁ ଗାଁ ବୁଲି ପୁରାତନ ସାମଗ୍ରୀ ସଂଗ୍ରହ କରି ଏକ ମ୍ୟୁଜିୟମ ବା ସଂଗ୍ରହାଳୟ ପ୍ରତିଷ୍ଠା କରିଛନ୍ତି ପଶ୍ଚିମବଙ୍ଗର ଜଣେ ବ୍ୟକ୍ତି। ତାଙ୍କ ଏହି ପ୍ରୟାସ ସ୍ଥାନୀୟ ଲୋକଙ୍କ ପାଇଁ ଗର୍ବର ବିଷୟ ହୋଇଛି। ସଂଗ୍ରହାଳୟରେ ଶହ ଶହ ପୁରୁଣା ବାସନ, ଉପକରଣ ଓ ଦସ୍ତାବିଜ ରହିଛି। <box>1231 931 1462 1304</box>
section-title: ସମ୍ପାଦକୀୟ <box>1225 20 1419 66</box>
sudoku-cell: 8 <box>271 1461 296 1483</box>
sudoku-cell: 3 <box>245 1347 270 1369</box>
sudoku-cell: 6 <box>136 1689 161 1711</box>
sudoku-cell: 8 <box>236 1665 261 1689</box>
left-body-1: ବୁ ଧବାରରେ ଦିଲ୍ଲୀରେ ସବୁଠୁ ଗୁରୁତ୍ୱପୂର୍ଣ୍ଣ ବସ୍ତୁ କରିଥିବା ମୁଖ୍ୟ ଶାସନ ସଚିବଙ୍କୁ ନେଇ କେନ୍ଦ୍ର ସରକାର ଏକ ନିଷ୍ପତ୍ତି ନେଇଛନ୍ତି। ଏହି ପଦବୀରେ ପୂର୍ବରୁ ଥିବା ଅଧିକାରୀଙ୍କ ସ୍ଥାନରେ ନୂଆ ଅଧିକାରୀଙ୍କୁ ନିଯୁକ୍ତି ଦିଆଯାଇଛି। ଏହି ପ୍ରକ୍ରିୟା ଦ୍ୱାରା ଦିଲ୍ଲୀ ପୋଲିସ ଉପରେ କେନ୍ଦ୍ରର ନିୟନ୍ତ୍ରଣ ଆହୁରି ଦୃଢ଼ ହୋଇଛି ବୋଲି ବିଶ୍ଳେଷକମାନେ ମତ ଦେଉଛନ୍ତି। ସରକାରଙ୍କ ଏହି ପଦକ୍ଷେପ ନେଇ ରାଜନୈତିକ ମହଲରେ ବିଭିନ୍ନ ପ୍ରତିକ୍ରିୟା ପ୍ରକାଶ ପାଇଛି। ବୁ ଧବାରରେ ଦିଲ୍ଲୀରେ ସବୁଠୁ ଗୁରୁତ୍ୱପୂର୍ଣ୍ଣ ବସ୍ତୁ କରିଥିବା ମୁଖ୍ୟ ଶାସନ ସଚିବଙ୍କୁ ନେଇ କେନ୍ଦ୍ର ସରକାର ଏକ ନିଷ୍ପତ୍ତି ନେଇଛନ୍ତି। ଏହି ପଦବୀରେ ପୂର୍ବରୁ ଥିବା ଅଧିକାରୀଙ୍କ ସ୍ଥାନରେ ନୂଆ ଅଧିକାରୀଙ୍କୁ ନିଯୁକ୍ତି ଦିଆଯାଇଛି। ଏହି ପ୍ରକ୍ରିୟା ଦ୍ୱାରା ଦିଲ୍ଲୀ ପୋଲିସ ଉପରେ କେନ୍ଦ୍ରର ନିୟନ୍ତ୍ରଣ ଆହୁରି ଦୃଢ଼ ହୋଇଛି ବୋଲି ବିଶ୍ଳେଷକମାନେ ମତ ଦେଉଛନ୍ତି। ସରକାରଙ୍କ ଏହି ପଦକ୍ଷେପ ନେଇ ରାଜନୈତିକ ମହଲରେ ବିଭିନ୍ନ ପ୍ରତିକ୍ରିୟା ପ୍ରକାଶ ପାଇଛି। <box>8 370 408 599</box>
sudoku-cell: 1 <box>236 1733 261 1755</box>
dharitri-logo-en: DHARITRI <box>82 60 130 72</box>
second-signoff: ଶହୀଦନଗର, ଭୁବନେଶ୍ୱର <box>1087 1635 1217 1651</box>
sudoku-cell <box>220 1461 245 1483</box>
sudoku-cell: 3 <box>161 1733 186 1755</box>
second-body: ପୃପୃଥିବୀର ଜୀବ ଜଗତ ମଧ୍ୟରେ ମଣିଷ ହେଉଛି ଶ୍ରେଷ୍ଠ ପ୍ରାଣୀ। ମାତ୍ରାରେ ପ୍ରଭାବିତ ହୋଇଛି। ଏଭଳି ପରିସ୍ଥିତିରେ କେତେକ ବିବଦମାନ ଘଟଣା ଏହାକୁ ଆହୁରି ଜଟିଳ କରିଛି। କାରଣରେ ସହରକୁ ଯାଇ ନ ଥାନ୍ତି କିମ୍ବା ସହରରେ ରହୁଥିବା ଲୋକଙ୍କ ସହିତ ସିଧାସଳଖ ସଂସ୍ପର୍ଶରେ ଆସି ନ ଥାନ୍ତି। ପ୍ରକୃତି ସହ ସମନ୍ୱୟ ରଖି ଜୀବନଯାପନ କରିବା ଆମର ପରମ୍ପରା। ଆଦିବାସୀ ସମାଜ ପ୍ରକୃତିକୁ ପୂଜା କରନ୍ତି ଓ ଜଙ୍ଗଲକୁ ମାଆ ଭାବେ ଦେଖନ୍ତି। ପୃଥିବୀର ଜୀବ ଜଗତ ମଧ୍ୟରେ ମଣିଷ ହେଉଛି ଶ୍ରେଷ୍ଠ ପ୍ରାଣୀ। ମାତ୍ରାରେ ପ୍ରଭାବିତ ହୋଇଛି। ଏଭଳି ପରିସ୍ଥିତିରେ କେତେକ ବିବଦମାନ ଘଟଣା ଏହାକୁ ଆହୁରି ଜଟିଳ କରିଛି। କାରଣରେ ସହରକୁ ଯାଇ ନ ଥାନ୍ତି କିମ୍ବା ସହରରେ ରହୁଥିବା ଲୋକଙ୍କ ସହିତ ସିଧାସଳଖ ସଂସ୍ପର୍ଶରେ ଆସି ନ ଥାନ୍ତି। ପ୍ରକୃତି ସହ ସମନ୍ୱୟ ରଖି ଜୀବନଯାପନ କରିବା ଆମର ପରମ୍ପରା। ଆଦିବାସୀ ସମାଜ ପ୍ରକୃତିକୁ ପୂଜା କରନ୍ତି ଓ ଜଙ୍ଗଲକୁ ମାଆ ଭାବେ ଦେଖନ୍ତି। ପୃଥିବୀର ଜୀବ ଜଗତ ମଧ୍ୟରେ ମଣିଷ ହେଉଛି ଶ୍ରେଷ୍ଠ ପ୍ରାଣୀ। ମାତ୍ରାରେ ପ୍ରଭାବିତ ହୋଇଛି। ଏଭଳି ପରିସ୍ଥିତିରେ କେତେକ ବିବଦମାନ ଘଟଣା ଏହାକୁ ଆହୁରି ଜଟିଳ କରିଛି। କାରଣରେ ସହରକୁ ଯାଇ ନ ଥାନ୍ତି କିମ୍ବା ସହରରେ ରହୁଥିବା ଲୋକଙ୍କ ସହିତ ସିଧାସଳଖ ସଂସ୍ପର୍ଶରେ ଆସି ନ ଥାନ୍ତି। ପ୍ରକୃତି ସହ ସମନ୍ୱୟ ରଖି ଜୀବନଯାପନ କରିବା ଆମର ପରମ୍ପରା। ଆଦିବାସୀ ସମାଜ ପ୍ରକୃତିକୁ ପୂଜା କରନ୍ତି ଓ ଜଙ୍ଗଲକୁ ମାଆ ଭାବେ ଦେଖନ୍ତି। ପୃଥିବୀର ଜୀବ ଜଗତ ମଧ୍ୟରେ ମଣିଷ ହେଉଛି ଶ୍ରେଷ୍ଠ ପ୍ରାଣୀ। ମାତ୍ରାରେ ପ୍ରଭାବିତ ହୋଇଛି। ଏଭଳି ପରିସ୍ଥିତିରେ କେତେକ ବିବଦମାନ ଘଟଣା ଏହାକୁ ଆହୁରି ଜଟିଳ କରିଛି। କାରଣରେ ସହରକୁ ଯାଇ ନ ଥାନ୍ତି କିମ୍ବା ସହରରେ ରହୁଥିବା ଲୋକଙ୍କ ସହିତ ସିଧାସଳଖ ସଂସ୍ପର୍ଶରେ ଆସି ନ ଥାନ୍ତି। ପ୍ରକୃତି ସହ ସମନ୍ୱୟ ରଖି ଜୀବନଯାପନ କରିବା ଆମର ପରମ୍ପରା। ଆଦିବାସୀ ସମାଜ ପ୍ରକୃତିକୁ ପୂଜା କରନ୍ତି ଓ ଜଙ୍ଗଲକୁ ମାଆ ଭାବେ ଦେଖନ୍ତି। ପୃଥିବୀର ଜୀବ ଜଗତ ମଧ୍ୟରେ ମଣିଷ ହେଉଛି ଶ୍ରେଷ୍ଠ ପ୍ରାଣୀ। ମାତ୍ରାରେ ପ୍ରଭାବିତ ହୋଇଛି। ଏଭଳି ପରିସ୍ଥିତିରେ କେତେକ ବିବଦମାନ ଘଟଣା ଏହାକୁ ଆହୁରି ଜଟିଳ କରିଛି। କାରଣରେ ସହରକୁ ଯାଇ ନ ଥାନ୍ତି କିମ୍ବା ସହରରେ ରହୁଥିବା ଲୋକଙ୍କ ସହିତ ସିଧାସଳଖ ସଂସ୍ପର୍ଶରେ ଆସି ନ ଥାନ୍ତି। ପ୍ରକୃତି ସହ ସମନ୍ୱୟ ରଖି ଜୀବନଯାପନ କରିବା ଆମର ପରମ୍ପରା। ଆଦିବାସୀ ସମାଜ ପ୍ରକୃତିକୁ ପୂଜା କରନ୍ତି ଓ ଜଙ୍ଗଲକୁ ମାଆ ଭାବେ ଦେଖନ୍ତି। ପୃଥିବୀର ଜୀବ ଜଗତ ମଧ୍ୟରେ ମଣିଷ ହେଉଛି ଶ୍ରେଷ୍ଠ ପ୍ରାଣୀ। ମାତ୍ରାରେ ପ୍ରଭାବିତ ହୋଇଛି। ଏଭଳି ପରିସ୍ଥିତିରେ କେତେକ ବିବଦମାନ ଘଟଣା ଏହାକୁ ଆହୁରି ଜଟିଳ କରିଛି। କାରଣରେ ସହରକୁ ଯାଇ ନ ଥାନ୍ତି କିମ୍ବା ସହରରେ ରହୁଥିବା ଲୋକଙ୍କ ସହିତ ସିଧାସଳଖ ସଂସ୍ପର୍ଶରେ ଆସି ନ ଥାନ୍ତି। ପ୍ରକୃତି ସହ ସମନ୍ୱୟ ରଖି ଜୀବନଯାପନ କରିବା ଆମର ପରମ୍ପରା। ଆଦିବାସୀ ସମାଜ ପ୍ରକୃତିକୁ ପୂଜା କରନ୍ତି ଓ ଜଙ୍ଗଲକୁ ମାଆ ଭାବେ ଦେଖନ୍ତି। ପୃଥିବୀର ଜୀବ ଜଗତ ମଧ୍ୟରେ ମଣିଷ ହେଉଛି ଶ୍ରେଷ୍ଠ ପ୍ରାଣୀ। ମାତ୍ରାରେ ପ୍ରଭାବିତ ହୋଇଛି। ଏଭଳି ପରିସ୍ଥିତିରେ କେତେକ ବିବଦମାନ ଘଟଣା ଏହାକୁ ଆହୁରି ଜଟିଳ କରିଛି। କାରଣରେ ସହରକୁ ଯାଇ ନ ଥାନ୍ତି କିମ୍ବା ସହରରେ ରହୁଥିବା ଲୋକଙ୍କ ସହିତ ସିଧାସଳଖ ସଂସ୍ପର୍ଶରେ ଆସି ନ ଥାନ୍ତି। ପ୍ରକୃତି ସହ ସମନ୍ୱୟ ରଖି ଜୀବନଯାପନ କରିବା ଆମର ପରମ୍ପରା। ଆଦିବାସୀ ସମାଜ ପ୍ରକୃତିକୁ ପୂଜା କରନ୍ତି ଓ ଜଙ୍ଗଲକୁ ମାଆ ଭାବେ ଦେଖନ୍ତି। ପୃଥିବୀର ଜୀବ ଜଗତ ମଧ୍ୟରେ ମଣିଷ ହେଉଛି ଶ୍ରେଷ୍ଠ ପ୍ରାଣୀ। ମାତ୍ରାରେ ପ୍ରଭାବିତ ହୋଇଛି। ଏଭଳି ପରିସ୍ଥିତିରେ କେତେକ ବିବଦମାନ ଘଟଣା ଏହାକୁ ଆହୁରି ଜଟିଳ କରିଛି। କାରଣରେ ସହରକୁ ଯାଇ ନ ଥାନ୍ତି କିମ୍ବା ସହରରେ ରହୁଥିବା ଲୋକଙ୍କ ସହିତ ସିଧାସଳଖ ସଂସ୍ପର୍ଶରେ ଆସି ନ ଥାନ୍ତି। ପ୍ରକୃତି ସହ ସମନ୍ୱୟ ରଖି ଜୀବନଯାପନ କରିବା ଆମର ପରମ୍ପରା। ଆଦିବାସୀ ସମାଜ ପ୍ରକୃତିକୁ ପୂଜା କରନ୍ତି ଓ ଜଙ୍ଗଲକୁ ମାଆ ଭାବେ ଦେଖନ୍ତି। ପୃଥିବୀର ଜୀବ ଜଗତ ମଧ୍ୟରେ ମଣିଷ ହେଉଛି ଶ୍ରେଷ୍ଠ ପ୍ରାଣୀ। ମାତ୍ରାରେ ପ୍ରଭାବିତ ହୋଇଛି। ଏଭଳି ପରିସ୍ଥିତିରେ କେତେକ ବିବଦମାନ ଘଟଣା ଏହାକୁ ଆହୁରି ଜଟିଳ କରିଛି। କାରଣରେ ସହରକୁ ଯାଇ ନ ଥାନ୍ତି କିମ୍ବା ସହରରେ ରହୁଥିବା ଲୋକଙ୍କ ସହିତ ସିଧାସଳଖ ସଂସ୍ପର୍ଶରେ ଆସି ନ ଥାନ୍ତି। ପ୍ରକୃତି ସହ ସମନ୍ୱୟ ରଖି ଜୀବନଯାପନ କରିବା ଆମର ପରମ୍ପରା। ଆଦିବାସୀ ସମାଜ ପ୍ରକୃତିକୁ ପୂଜା କରନ୍ତି ଓ ଜଙ୍ଗଲକୁ ମାଆ ଭାବେ ଦେଖନ୍ତି। ପୃଥିବୀର ଜୀବ ଜଗତ ମଧ୍ୟରେ ମଣିଷ ହେଉଛି ଶ୍ରେଷ୍ଠ ପ୍ରାଣୀ। ମାତ୍ରାରେ ପ୍ରଭାବିତ ହୋଇଛି। ଏଭଳି ପରିସ୍ଥିତିରେ କେତେକ ବିବଦମାନ ଘଟଣା ଏହାକୁ ଆହୁରି ଜଟିଳ କରିଛି। କାରଣରେ ସହରକୁ ଯାଇ ନ ଥାନ୍ତି କିମ୍ବା ସହରରେ ରହୁଥିବା ଲୋକଙ୍କ ସହିତ ସିଧାସଳଖ ସଂସ୍ପର୍ଶରେ ଆସି ନ ଥାନ୍ତି। ପ୍ରକୃତି ସହ ସମନ୍ୱୟ ରଖି ଜୀବନଯାପନ କରିବା ଆମର ପରମ୍ପରା। ଆଦିବାସୀ ସମାଜ ପ୍ରକୃତିକୁ ପୂଜା କରନ୍ତି ଓ ଜଙ୍ଗଲକୁ ମାଆ ଭାବେ ଦେଖନ୍ତି। <box>422 1027 1217 1628</box>
sudoku-cell: 5 <box>337 1689 362 1711</box>
